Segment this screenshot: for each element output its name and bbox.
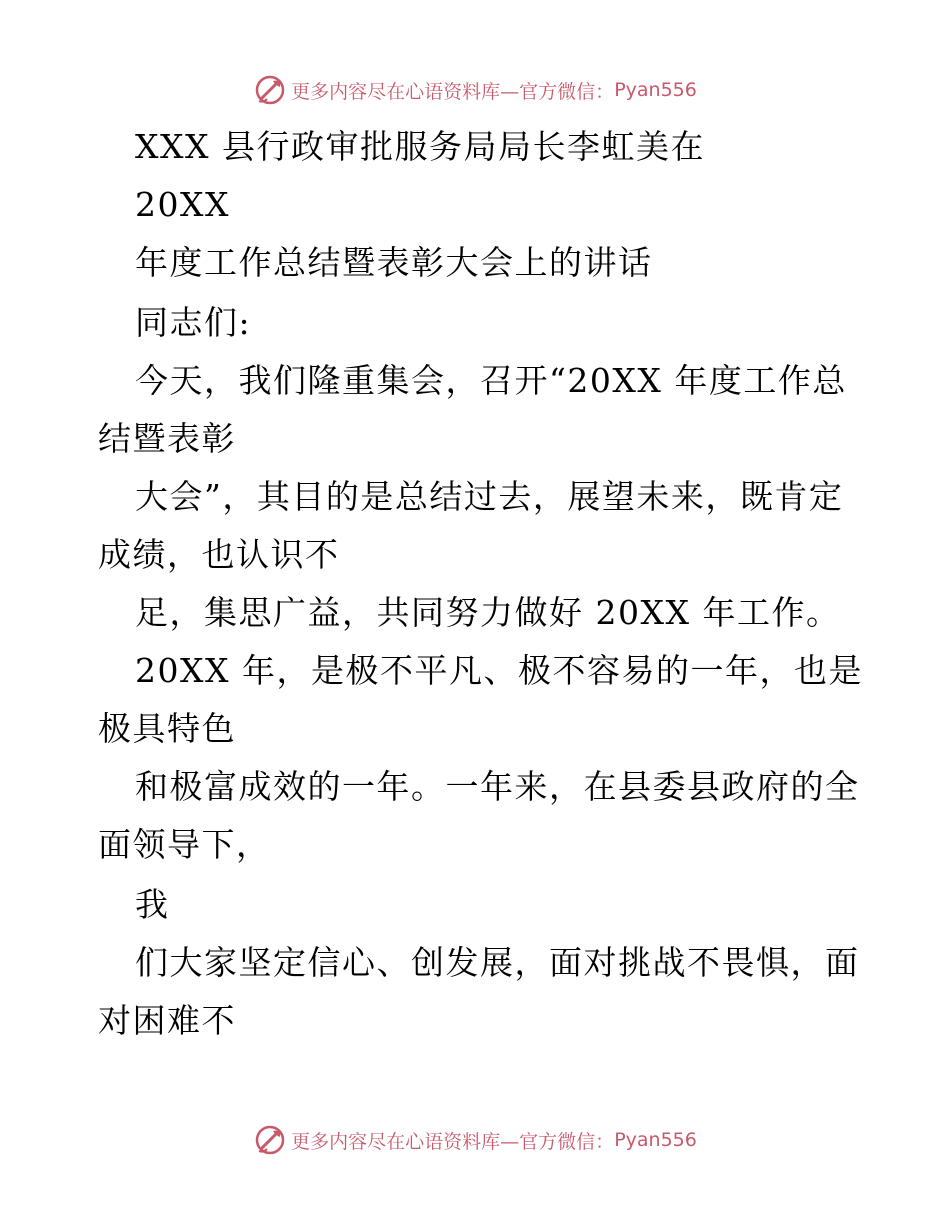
doc-line: 结暨表彰 bbox=[98, 419, 236, 458]
doc-line: 大会”，其目的是总结过去，展望未来，既肯定 bbox=[135, 477, 844, 516]
watermark-text: 更多内容尽在心语资料库— bbox=[291, 80, 520, 103]
watermark-wechat-id: Pyan556 bbox=[614, 79, 697, 101]
doc-line: 20XX 年，是极不平凡、极不容易的一年，也是 bbox=[135, 651, 863, 690]
watermark-wechat-label: 官方微信： bbox=[519, 80, 615, 103]
doc-line: 足，集思广益，共同努力做好 20XX 年工作。 bbox=[135, 593, 841, 632]
doc-line: 同志们: bbox=[135, 303, 252, 342]
watermark-text: 更多内容尽在心语资料库— bbox=[291, 1130, 520, 1153]
doc-line: 们大家坚定信心、创发展，面对挑战不畏惧，面 bbox=[135, 943, 860, 982]
watermark-wechat-label: 官方微信： bbox=[519, 1130, 615, 1153]
doc-line: 对困难不 bbox=[98, 1001, 236, 1040]
doc-line: 年度工作总结暨表彰大会上的讲话 bbox=[135, 243, 653, 282]
doc-line: 我 bbox=[135, 885, 170, 924]
watermark-wechat-id: Pyan556 bbox=[614, 1129, 697, 1151]
quill-logo-icon bbox=[253, 73, 287, 107]
footer-watermark bbox=[0, 1120, 950, 1160]
doc-line: 极具特色 bbox=[98, 709, 236, 748]
doc-line: 和极富成效的一年。一年来，在县委县政府的全 bbox=[135, 767, 860, 806]
quill-logo-icon bbox=[253, 1123, 287, 1157]
header-watermark bbox=[0, 70, 950, 110]
doc-line: 20XX bbox=[135, 185, 230, 224]
doc-line: XXX 县行政审批服务局局长李虹美在 bbox=[135, 127, 705, 166]
doc-line: 今天，我们隆重集会，召开“20XX 年度工作总 bbox=[135, 361, 847, 400]
doc-line: 面领导下， bbox=[98, 825, 271, 864]
doc-line: 成绩，也认识不 bbox=[98, 535, 340, 574]
